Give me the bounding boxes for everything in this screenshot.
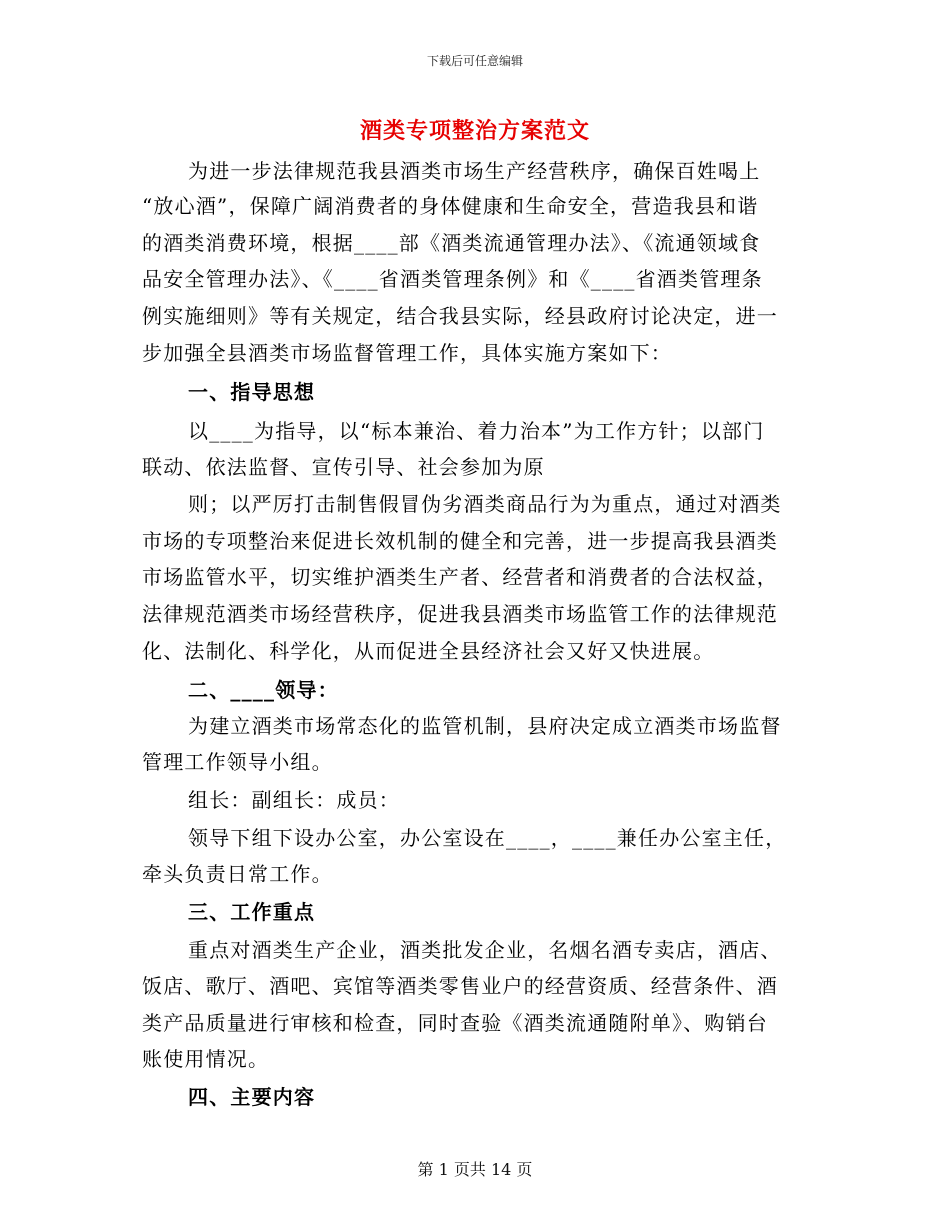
document-title: 酒类专项整治方案范文 — [359, 118, 590, 144]
section-heading: 一、指导思想 — [188, 380, 316, 404]
paragraph-line: 组长：副组长：成员： — [188, 788, 400, 812]
paragraph-line: 为进一步法律规范我县酒类市场生产经营秩序，确保百姓喝上 — [188, 159, 761, 183]
paragraph-line: 以____为指导，以“标本兼治、着力治本”为工作方针；以部门 — [188, 419, 765, 443]
paragraph-line: 例实施细则》等有关规定，结合我县实际，经县政府讨论决定，进一 — [142, 304, 778, 328]
paragraph-line: 步加强全县酒类市场监督管理工作，具体实施方案如下： — [142, 341, 672, 365]
paragraph-line: 饭店、歌厅、酒吧、宾馆等酒类零售业户的经营资质、经营条件、酒 — [142, 974, 778, 998]
paragraph-line: 的酒类消费环境，根据____部《酒类流通管理办法》、《流通领域食 — [142, 231, 761, 255]
paragraph-line: 品安全管理办法》、《____省酒类管理条例》和《____省酒类管理条 — [142, 267, 763, 291]
section-heading: 三、工作重点 — [188, 900, 316, 924]
section-heading: 二、____领导： — [188, 678, 339, 702]
paragraph-line: 则；以严厉打击制售假冒伪劣酒类商品行为为重点，通过对酒类 — [188, 492, 782, 516]
paragraph-line: 化、法制化、科学化，从而促进全县经济社会又好又快进展。 — [142, 639, 715, 663]
paragraph-line: 重点对酒类生产企业，酒类批发企业，名烟名酒专卖店，酒店、 — [188, 938, 782, 962]
paragraph-line: 法律规范酒类市场经营秩序，促进我县酒类市场监管工作的法律规范 — [142, 602, 778, 626]
paragraph-line: 为建立酒类市场常态化的监管机制，县府决定成立酒类市场监督 — [188, 714, 782, 738]
paragraph-line: “放心酒”，保障广阔消费者的身体健康和生命安全，营造我县和谐 — [142, 194, 759, 218]
section-heading: 四、主要内容 — [188, 1085, 316, 1109]
paragraph-line: 市场的专项整治来促进长效机制的健全和完善，进一步提高我县酒类 — [142, 529, 778, 553]
paragraph-line: 联动、依法监督、宣传引导、社会参加为原 — [142, 455, 545, 479]
paragraph-line: 管理工作领导小组。 — [142, 750, 333, 774]
paragraph-line: 牵头负责日常工作。 — [142, 862, 333, 886]
paragraph-line: 类产品质量进行审核和检查，同时查验《酒类流通随附单》、购销台 — [142, 1011, 768, 1035]
paragraph-line: 账使用情况。 — [142, 1047, 270, 1071]
paragraph-line: 市场监管水平，切实维护酒类生产者、经营者和消费者的合法权益， — [142, 565, 778, 589]
header-note: 下载后可任意编辑 — [426, 54, 523, 68]
paragraph-line: 领导下组下设办公室，办公室设在____，____兼任办公室主任， — [188, 826, 787, 850]
page-footer: 第 1 页共 14 页 — [417, 1160, 533, 1179]
